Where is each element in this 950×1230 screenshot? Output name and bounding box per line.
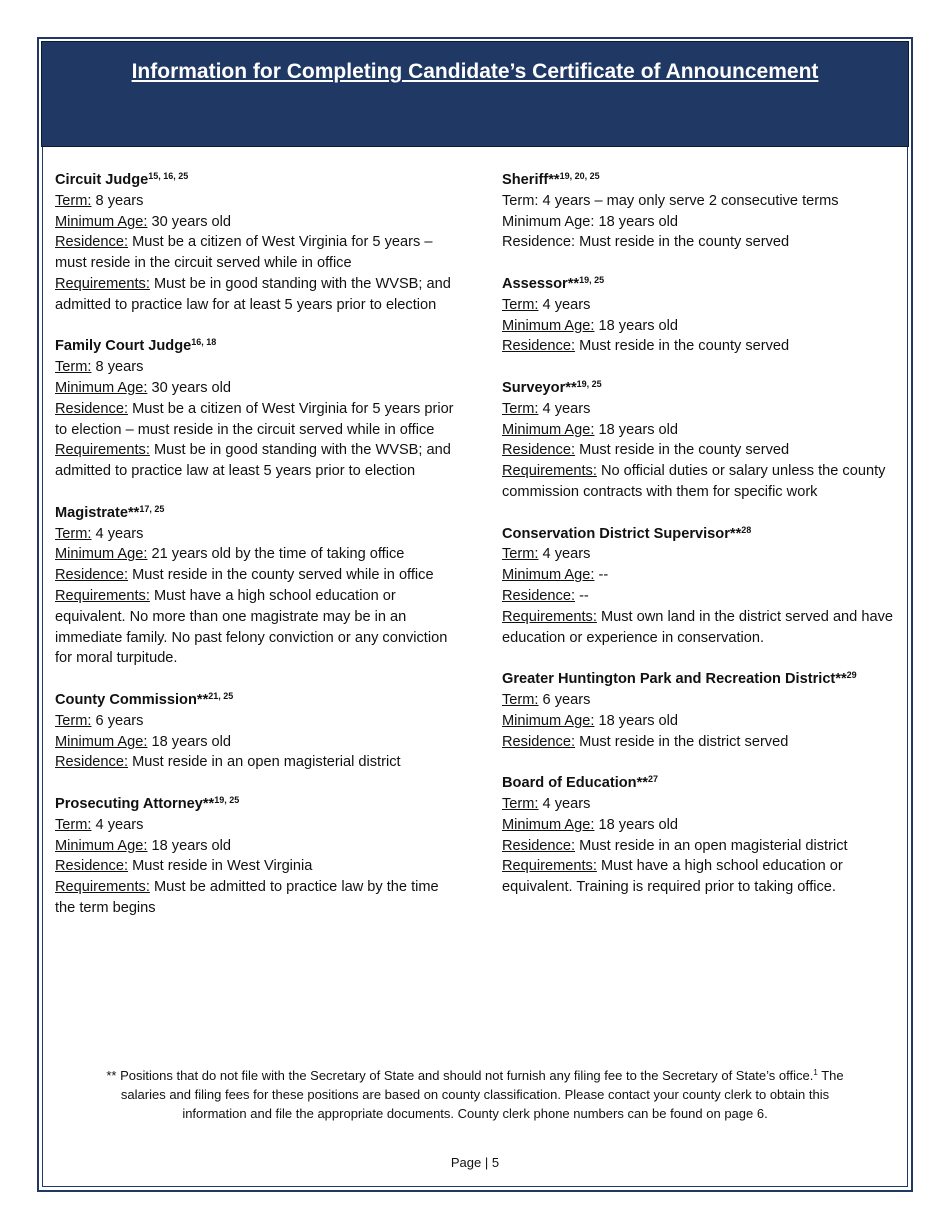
field-label: Term: — [502, 400, 539, 417]
field-value: 4 years — [538, 296, 591, 313]
field-label: Term: — [55, 525, 92, 542]
field-row — [55, 732, 455, 753]
field-row — [55, 274, 455, 316]
footnote-refs: 19, 25 — [214, 794, 240, 805]
field-label: Minimum Age: — [502, 712, 595, 729]
field-label: Term: — [55, 192, 92, 209]
field-value: 6 years — [91, 712, 144, 729]
field-label: Term: — [502, 546, 539, 563]
field-value: 8 years — [91, 359, 144, 376]
section-title — [502, 524, 897, 545]
field-row — [502, 212, 897, 233]
section-family-court-judge — [55, 336, 455, 482]
field-label: Requirements: — [55, 442, 150, 459]
field-row — [502, 815, 897, 836]
field-value: Must reside in the district served — [575, 733, 789, 750]
section-title-text: County Commission** — [55, 691, 209, 708]
section-conservation-district-supervisor — [502, 524, 897, 649]
field-value: 30 years old — [147, 379, 232, 396]
field-value: 30 years old — [147, 213, 232, 230]
field-row — [502, 856, 897, 898]
section-title-text: Greater Huntington Park and Recreation District** — [502, 671, 847, 688]
field-label: Minimum Age: — [55, 546, 148, 563]
field-row — [55, 586, 455, 669]
field-label: Requirements: — [55, 879, 150, 896]
field-row — [502, 544, 897, 565]
field-row — [55, 752, 455, 773]
field-value: Must be a citizen of West Virginia for 5 years prior to election – must reside in the circuit served while in office — [55, 400, 454, 438]
section-title — [502, 378, 897, 399]
section-title — [55, 336, 455, 357]
section-title-text: Surveyor** — [502, 379, 577, 396]
page-title: Information for Completing Candidate’s Certificate of Announcement — [131, 60, 819, 83]
section-circuit-judge — [55, 170, 455, 316]
field-row — [502, 232, 897, 253]
section-county-commission — [55, 690, 455, 773]
footnote-refs: 21, 25 — [208, 690, 234, 701]
footnote-refs: 19, 25 — [576, 378, 602, 389]
field-value: Must reside in the county served — [575, 442, 790, 459]
field-value: No official duties or salary unless the county commission contracts with them for specific work — [502, 463, 886, 500]
field-row — [502, 191, 897, 212]
field-row — [502, 420, 897, 441]
header-banner — [41, 41, 909, 147]
field-label: Minimum Age: — [55, 379, 148, 396]
field-row — [55, 357, 455, 378]
field-label: Requirements: — [55, 587, 150, 604]
field-label: Residence: — [55, 234, 129, 251]
field-label: Term: — [55, 816, 92, 833]
field-label: Residence: — [502, 837, 576, 854]
field-value: 18 years old — [594, 816, 679, 833]
field-row — [55, 836, 455, 857]
field-row — [502, 586, 897, 607]
field-row — [55, 212, 455, 233]
section-sheriff — [502, 170, 897, 253]
field-value: -- — [575, 587, 589, 604]
field-label: Residence: — [55, 400, 129, 417]
right-column — [502, 170, 897, 919]
field-value: 4 years — [91, 525, 144, 542]
section-title — [502, 773, 897, 794]
section-title-text: Board of Education** — [502, 775, 648, 792]
field-row — [502, 440, 897, 461]
field-row — [502, 399, 897, 420]
section-title — [55, 690, 455, 711]
field-value: 18 years old — [594, 317, 679, 334]
footer-note — [100, 1066, 850, 1123]
field-value: Must be in good standing with the WVSB; and admitted to practice law for at least 5 years prior to election — [55, 275, 451, 313]
section-title — [502, 274, 897, 295]
footer-note-ref: 1 — [813, 1068, 818, 1077]
section-board-of-education — [502, 773, 897, 898]
footnote-refs: 15, 16, 25 — [148, 171, 189, 181]
section-magistrate — [55, 503, 455, 669]
field-value: Must reside in West Virginia — [128, 858, 313, 875]
field-row — [55, 856, 455, 877]
field-value: 6 years — [538, 691, 591, 708]
section-title — [55, 170, 455, 191]
field-label: Residence: — [502, 587, 576, 604]
field-value: Must have a high school education or equivalent. No more than one magistrate may be in an immediate family. No past felony conviction or any conviction for moral turpitude. — [55, 587, 448, 667]
field-label: Residence: — [502, 733, 576, 750]
field-value: 18 years old — [594, 421, 679, 438]
section-title — [55, 503, 455, 524]
section-title — [55, 794, 455, 815]
field-label: Minimum Age: — [55, 213, 148, 230]
field-value: 18 years old — [147, 837, 232, 854]
section-title-text: Prosecuting Attorney** — [55, 795, 215, 812]
field-row — [502, 607, 897, 649]
field-value: Residence: Must reside in the county served — [502, 234, 790, 251]
section-title — [502, 170, 897, 191]
field-row — [502, 794, 897, 815]
field-row — [55, 440, 455, 482]
field-value: Must be a citizen of West Virginia for 5 years – must reside in the circuit served while in office — [55, 234, 433, 272]
field-value: Term: 4 years – may only serve 2 consecutive terms — [502, 192, 839, 209]
field-row — [55, 565, 455, 586]
field-row — [55, 399, 455, 441]
field-value: Must have a high school education or equivalent. Training is required prior to taking office. — [502, 858, 843, 896]
field-label: Term: — [55, 712, 92, 729]
field-row — [502, 336, 897, 357]
field-value: Must be in good standing with the WVSB; and admitted to practice law at least 5 years prior to election — [55, 442, 451, 480]
field-label: Residence: — [502, 338, 576, 355]
field-label: Residence: — [55, 858, 129, 875]
field-label: Minimum Age: — [502, 816, 595, 833]
field-value: 8 years — [91, 192, 144, 209]
field-value: -- — [594, 567, 609, 584]
left-column — [55, 170, 455, 939]
footnote-refs: 17, 25 — [139, 503, 165, 514]
field-row — [55, 877, 455, 919]
section-title-text: Family Court Judge — [55, 338, 192, 355]
field-value: Must reside in the county served while in office — [128, 567, 434, 584]
field-label: Minimum Age: — [55, 733, 148, 750]
field-row — [55, 711, 455, 732]
page-number: Page | 5 — [450, 1155, 500, 1170]
field-value: 4 years — [538, 795, 591, 812]
field-row — [502, 565, 897, 586]
field-value: Must reside in an open magisterial district — [128, 754, 401, 771]
field-value: Must be admitted to practice law by the time the term begins — [55, 879, 439, 916]
field-row — [502, 295, 897, 316]
field-row — [55, 378, 455, 399]
footnote-refs: 19, 20, 25 — [559, 171, 600, 181]
section-assessor — [502, 274, 897, 357]
field-value: 18 years old — [594, 712, 679, 729]
section-title — [502, 669, 897, 690]
field-label: Term: — [55, 359, 92, 376]
section-title-text: Conservation District Supervisor** — [502, 525, 742, 542]
footer-note-text: ** Positions that do not file with the Secretary of State and should not furnish any filing fee to the Secretary of State’s office. — [106, 1068, 814, 1083]
field-label: Residence: — [55, 567, 129, 584]
field-label: Requirements: — [502, 858, 597, 875]
field-row — [502, 711, 897, 732]
field-label: Term: — [502, 795, 539, 812]
field-row — [502, 836, 897, 857]
field-label: Minimum Age: — [502, 317, 595, 334]
footnote-refs: 29 — [846, 670, 857, 681]
field-row — [55, 544, 455, 565]
section-title-text: Assessor** — [502, 275, 580, 292]
field-value: Must reside in the county served — [575, 338, 790, 355]
field-label: Requirements: — [55, 275, 150, 292]
field-row — [55, 232, 455, 274]
footnote-refs: 28 — [741, 524, 752, 535]
section-title-text: Sheriff** — [502, 172, 560, 188]
field-label: Minimum Age: — [55, 837, 148, 854]
field-value: Must own land in the district served and have education or experience in conservation. — [502, 608, 893, 646]
field-row — [502, 316, 897, 337]
field-label: Term: — [502, 296, 539, 313]
section-title-text: Magistrate** — [55, 504, 140, 521]
section-prosecuting-attorney — [55, 794, 455, 919]
field-value: 21 years old by the time of taking office — [147, 546, 405, 563]
field-label: Residence: — [502, 442, 576, 459]
field-row — [55, 524, 455, 545]
field-value: Must reside in an open magisterial district — [575, 837, 848, 854]
field-row — [502, 732, 897, 753]
field-row — [502, 690, 897, 711]
field-label: Residence: — [55, 754, 129, 771]
field-value: 4 years — [538, 400, 591, 417]
field-value: 4 years — [538, 546, 591, 563]
section-surveyor — [502, 378, 897, 503]
footnote-refs: 19, 25 — [579, 274, 605, 285]
footnote-refs: 27 — [647, 774, 658, 785]
field-row — [55, 191, 455, 212]
field-label: Minimum Age: — [502, 421, 595, 438]
field-label: Requirements: — [502, 608, 597, 625]
field-label: Requirements: — [502, 463, 597, 480]
field-label: Minimum Age: — [502, 567, 595, 584]
footnote-refs: 16, 18 — [191, 337, 217, 348]
field-value: 18 years old — [147, 733, 232, 750]
field-row — [55, 815, 455, 836]
field-value: Minimum Age: 18 years old — [502, 213, 679, 230]
section-title-text: Circuit Judge — [55, 172, 149, 188]
field-label: Term: — [502, 691, 539, 708]
section-greater-huntington-park-and-recreation-district — [502, 669, 897, 752]
footer-note-text-cont: The salaries and filing fees for these positions are based on county classification. Please contact your county clerk to obtain this information and file the appropriate documents. County clerk phone numbers can be found on page 6. — [120, 1068, 844, 1121]
field-row — [502, 461, 897, 503]
field-value: 4 years — [91, 816, 144, 833]
